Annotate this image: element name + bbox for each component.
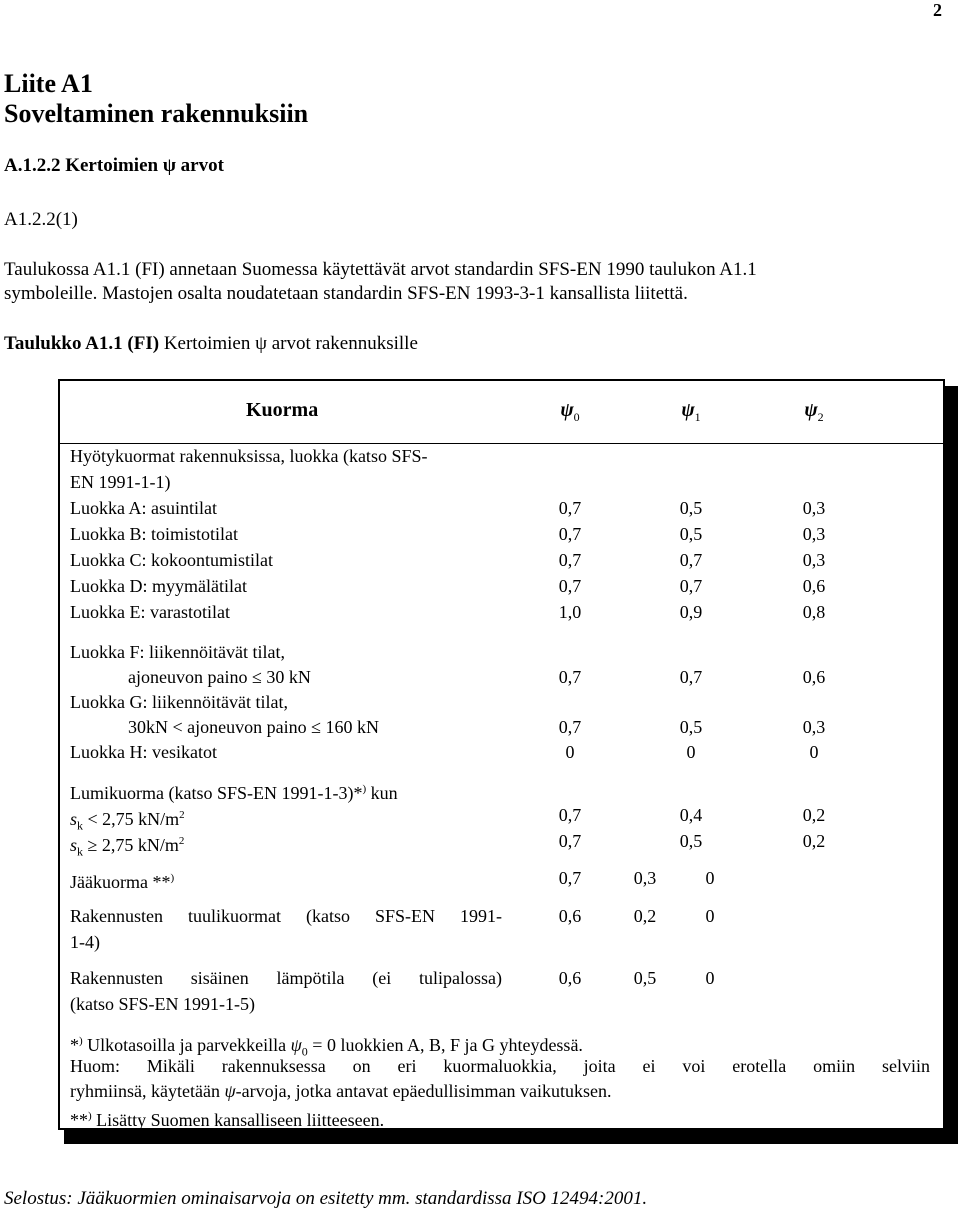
cell-a-psi1: 0,5 <box>679 498 703 518</box>
cell-ice-psi2: 0 <box>705 868 715 888</box>
cell-b-psi0: 0,7 <box>558 524 582 544</box>
imposed-heading-2: EN 1991-1-1) <box>70 472 171 492</box>
row-label-d: Luokka D: myymälätilat <box>70 576 247 596</box>
cell-e-psi1: 0,9 <box>679 602 703 622</box>
wind-label-2: 1-4) <box>70 932 100 952</box>
cell-snow-ge-psi1: 0,5 <box>679 831 703 851</box>
intro-line-2: symboleille. Mastojen osalta noudatetaan standardin SFS-EN 1993-3-1 kansallista liitettä. <box>4 283 688 304</box>
cell-temp-psi1: 0,5 <box>633 968 657 988</box>
cell-c-psi0: 0,7 <box>558 550 582 570</box>
table-caption <box>4 332 418 355</box>
row-label-b: Luokka B: toimistotilat <box>70 524 238 544</box>
row-label-f-2: ajoneuvon paino ≤ 30 kN <box>128 667 311 687</box>
cell-d-psi2: 0,6 <box>802 576 826 596</box>
cell-f-psi1: 0,7 <box>679 667 703 687</box>
table-caption-text: Kertoimien ψ arvot rakennuksille <box>159 333 418 354</box>
cell-c-psi1: 0,7 <box>679 550 703 570</box>
row-label-e: Luokka E: varastotilat <box>70 602 230 622</box>
cell-f-psi0: 0,7 <box>558 667 582 687</box>
header-divider <box>60 443 943 444</box>
header-psi2: $\psi_2$ <box>804 399 824 424</box>
cell-snow-lt-psi0: 0,7 <box>558 805 582 825</box>
header-psi1: $\psi_1$ <box>681 399 701 424</box>
snow-row-ge: $s_k \ge 2,75$ $kN/m^2$ <box>70 835 185 859</box>
cell-wind-psi2: 0 <box>705 906 715 926</box>
page-number: 2 <box>933 0 942 20</box>
annex-subtitle: Soveltaminen rakennuksiin <box>4 99 309 128</box>
imposed-heading-1: Hyötykuormat rakennuksissa, luokka (katso SFS- <box>70 446 428 466</box>
cell-h-psi1: 0 <box>686 742 696 762</box>
snow-row-lt: $s_k < 2,75$ $kN/m^2$ <box>70 809 185 833</box>
header-load: Kuorma <box>246 399 319 421</box>
row-label-f-1: Luokka F: liikennöitävät tilat, <box>70 642 285 662</box>
row-label-h: Luokka H: vesikatot <box>70 742 217 762</box>
footer-note: Selostus: Jääkuormien ominaisarvoja on esitetty mm. standardissa ISO 12494:2001. <box>4 1188 648 1209</box>
row-label-a: Luokka A: asuintilat <box>70 498 217 518</box>
cell-a-psi2: 0,3 <box>802 498 826 518</box>
psi-coefficients-table <box>58 379 945 1130</box>
cell-snow-ge-psi2: 0,2 <box>802 831 826 851</box>
intro-line-1: Taulukossa A1.1 (FI) annetaan Suomessa käytettävät arvot standardin SFS-EN 1990 taulukon A1.1 <box>4 259 757 280</box>
cell-snow-lt-psi1: 0,4 <box>679 805 703 825</box>
note-2-line-2: ryhmiinsä, käytetään ψ-arvoja, jotka antavat epäedullisimman vaikutuksen. <box>70 1081 612 1101</box>
cell-a-psi0: 0,7 <box>558 498 582 518</box>
annex-title: Liite A1 <box>4 69 93 98</box>
cell-temp-psi0: 0,6 <box>558 968 582 988</box>
cell-e-psi0: 1,0 <box>558 602 582 622</box>
cell-c-psi2: 0,3 <box>802 550 826 570</box>
clause-number: A1.2.2(1) <box>4 209 78 230</box>
section-heading: A.1.2.2 Kertoimien ψ arvot <box>4 155 224 176</box>
note-3: **) Lisätty Suomen kansalliseen liitteeseen. <box>70 1110 385 1130</box>
table-caption-label: Taulukko A1.1 (FI) <box>4 333 160 354</box>
header-psi0: $\psi_0$ <box>560 399 580 424</box>
row-label-g-1: Luokka G: liikennöitävät tilat, <box>70 692 288 712</box>
snow-heading: Lumikuorma (katso SFS-EN 1991-1-3)*) kun <box>70 783 398 803</box>
cell-h-psi2: 0 <box>809 742 819 762</box>
cell-temp-psi2: 0 <box>705 968 715 988</box>
cell-d-psi0: 0,7 <box>558 576 582 596</box>
cell-h-psi0: 0 <box>565 742 575 762</box>
cell-e-psi2: 0,8 <box>802 602 826 622</box>
cell-f-psi2: 0,6 <box>802 667 826 687</box>
cell-g-psi0: 0,7 <box>558 717 582 737</box>
cell-g-psi2: 0,3 <box>802 717 826 737</box>
cell-b-psi2: 0,3 <box>802 524 826 544</box>
note-1: *) Ulkotasoilla ja parvekkeilla $\psi_0 = 0$ luokkien A, B, F ja G yhteydessä. <box>70 1035 583 1059</box>
temp-label-2: (katso SFS-EN 1991-1-5) <box>70 994 255 1014</box>
cell-wind-psi1: 0,2 <box>633 906 657 926</box>
cell-b-psi1: 0,5 <box>679 524 703 544</box>
cell-wind-psi0: 0,6 <box>558 906 582 926</box>
row-label-g-2: 30kN < ajoneuvon paino ≤ 160 kN <box>128 717 379 737</box>
cell-snow-lt-psi2: 0,2 <box>802 805 826 825</box>
cell-snow-ge-psi0: 0,7 <box>558 831 582 851</box>
row-label-c: Luokka C: kokoontumistilat <box>70 550 273 570</box>
note-2-line-1: Huom: Mikäli rakennuksessa on eri kuormaluokkia, joita ei voi erotella omiin selviin <box>70 1056 930 1076</box>
cell-g-psi1: 0,5 <box>679 717 703 737</box>
cell-ice-psi1: 0,3 <box>633 868 657 888</box>
ice-label: Jääkuorma **) <box>70 872 175 892</box>
temp-label-1: Rakennusten sisäinen lämpötila (ei tulipalossa) <box>70 968 502 988</box>
wind-label-1: Rakennusten tuulikuormat (katso SFS-EN 1991- <box>70 906 502 926</box>
cell-ice-psi0: 0,7 <box>558 868 582 888</box>
cell-d-psi1: 0,7 <box>679 576 703 596</box>
